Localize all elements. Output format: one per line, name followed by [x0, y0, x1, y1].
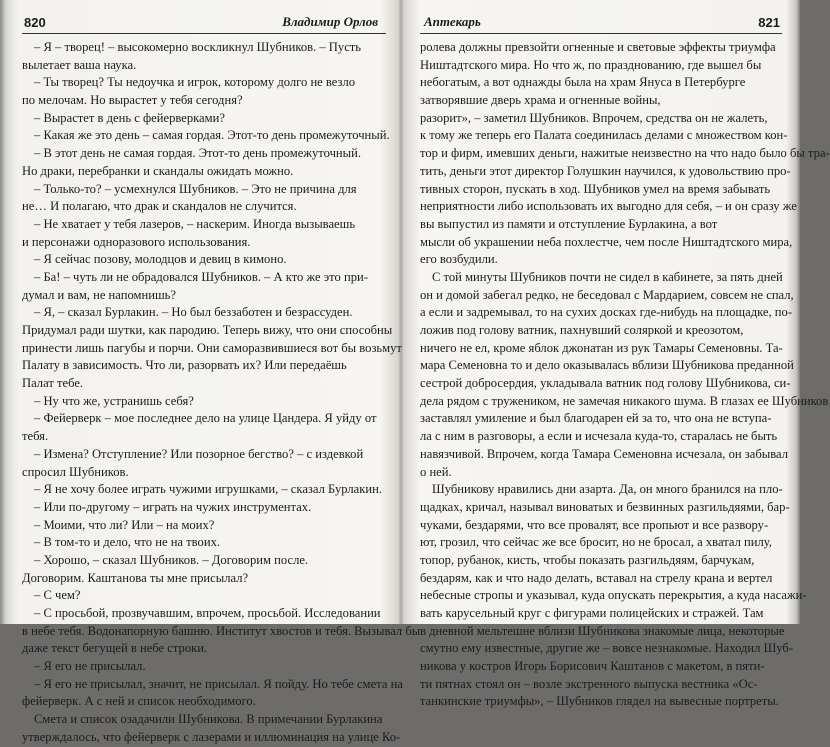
text-line: – В этот день не самая гордая. Этот-то день промежуточный.	[34, 146, 362, 161]
text-line: небесные стропы и указывал, куда опускать перекрытия, а куда насажи-	[420, 588, 807, 603]
text-line: Придумал ради шутки, как пародию. Теперь вижу, что они способны	[22, 323, 393, 337]
text-line: – Вырастет в день с фейерверками?	[34, 110, 225, 125]
text-line: ла с ним в разговоры, а если и исчезала куда-то, старалась не быть	[420, 429, 778, 444]
text-line: спросил Шубников.	[22, 464, 129, 479]
text-line: – Я – творец! – высокомерно воскликнул Шубников. – Пусть	[34, 40, 362, 54]
text-line: – С просьбой, прозвучавшим, впрочем, просьбой. Исследовании	[34, 606, 381, 620]
text-line: – С чем?	[34, 588, 81, 603]
right-page-text	[420, 39, 830, 711]
text-line: сестрой добросердия, укладывала ватник под голову Шубникова, си-	[420, 376, 791, 391]
text-line: в небе тебя. Водонапорную башню. Институт хвостов и тебя. Вызывал бы	[22, 623, 421, 638]
text-line: тор и фирм, имевших деньги, нажитые неизвестно на что надо было бы тра-	[420, 146, 830, 161]
text-line: думал и вам, не напомнишь?	[22, 287, 176, 302]
text-line: фейерверк. А с ней и список необходимого.	[22, 694, 256, 709]
text-line: Смета и список озадачили Шубникова. В примечании Бурлакина	[34, 712, 383, 727]
text-line: – Моими, что ли? Или – на моих?	[34, 517, 215, 532]
text-line: ролева должны превзойти огненные и световые эффекты триумфа	[420, 40, 776, 54]
text-line: навязчивой. Впрочем, когда Тамара Семеновна исчезала, он забывал	[420, 446, 788, 461]
text-line: – Только-то? – усмехнулся Шубников. – Это не причина для	[34, 181, 357, 196]
text-line: тить, деньги этот директор Голушкин научился, к удовольствию про-	[420, 163, 791, 178]
text-line: – Я его не присылал, значит, не присылал. Я пойду. Но тебе смета на	[34, 676, 403, 691]
text-line: он и домой забегал редко, не беседовал с Мардарием, совсем не спал,	[420, 287, 794, 302]
text-line: принести лишь пагубы и порчи. Они саморазвившиеся вот бы возьмут	[22, 340, 402, 355]
text-line: – Ты творец? Ты недоучка и игрок, которому долго не везло	[34, 75, 356, 90]
text-line: по мелочам. Но вырастет у тебя сегодня?	[22, 93, 243, 108]
text-line: вы выпустил из памяти и отступление Бурлакина, а вот	[420, 216, 718, 231]
text-line: тебя.	[22, 429, 49, 444]
text-line: смутно ему известные, другие же – вовсе незнакомые. Находил Шуб-	[420, 641, 794, 656]
text-line: заставлял умиление и был благодарен ей за то, что она не вступа-	[420, 411, 772, 426]
text-line: – Фейерверк – мое последнее дело на улице Цандера. Я уйду от	[34, 411, 377, 426]
text-line: разорит», – заметил Шубников. Впрочем, средства он не жалеть,	[420, 110, 768, 125]
text-line: – Или по-другому – играть на чужих инструментах.	[34, 499, 312, 514]
text-line: не… И полагаю, что драк и скандалов не случится.	[22, 199, 297, 214]
text-line: С той минуты Шубников почти не сидел в кабинете, за пять дней	[432, 269, 783, 284]
text-line: щадках, кричал, называл виноватых и безвинных разгильдяями, бар-	[420, 499, 790, 514]
text-line: Палат тебе.	[22, 376, 84, 391]
text-line: ти пятнах стоял он – возле экстренного выпуска вестника «Ос-	[420, 676, 758, 691]
text-line: Но драки, перебранки и скандалы ожидать можно.	[22, 163, 294, 178]
text-line: тивных сторон, пускать в ход. Шубников умел на время забывать	[420, 181, 771, 196]
left-running-head	[22, 13, 386, 34]
text-line: – Я не хочу более играть чужими игрушками, – сказал Бурлакин.	[34, 482, 382, 497]
text-line: даже текст бегущей в небе строки.	[22, 641, 208, 656]
text-line: – Какая же это день – самая гордая. Этот-то день промежуточный.	[34, 128, 390, 143]
text-line: ничего не ел, кроме яблок джонатан из рук Тамары Семеновны. Та-	[420, 340, 783, 355]
text-line: – Ба! – чуть ли не обрадовался Шубников. – А кто же это при-	[34, 269, 368, 284]
right-running-title: Аптекарь	[424, 14, 481, 29]
text-line: – В том-то и дело, что не на твоих.	[34, 535, 221, 550]
text-line: о ней.	[420, 464, 452, 479]
right-page-number: 821	[758, 15, 780, 30]
text-line: топор, рубанок, кисть, чтобы показать разгильдяям, барчукам,	[420, 552, 755, 567]
text-line: ложив под голову ватник, пахнувший соляркой и креозотом,	[420, 323, 744, 337]
text-line: утверждалось, что фейерверк с лазерами и иллюминация на улице Ко-	[22, 729, 401, 744]
text-line: никова у костров Игорь Борисович Каштанов с макетом, в пяти-	[420, 659, 765, 674]
text-line: – Хорошо, – сказал Шубников. – Договорим после.	[34, 552, 309, 567]
right-running-head	[420, 13, 782, 34]
left-page	[22, 0, 421, 744]
text-line: – Я, – сказал Бурлакин. – Но был беззаботен и безрассуден.	[34, 305, 353, 320]
right-page	[420, 0, 830, 709]
text-line: дела рядом с тружеником, не замечая никакого шума. В глазах ее Шубников	[420, 393, 829, 408]
text-line: в дневной мельтешне вблизи Шубникова знакомые лица, некоторые	[420, 623, 785, 638]
text-line: его возбудили.	[420, 252, 498, 267]
text-line: затворявшие дверь храма и огненные войны,	[420, 93, 661, 108]
left-page-text	[22, 39, 421, 747]
text-line: танкинские триумфы», – Шубников глядел на вывесные портреты.	[420, 694, 779, 709]
text-line: чуками, бездарями, что все провалят, все пропьют и все развору-	[420, 517, 769, 532]
text-line: – Я сейчас позову, молодцов и девиц в кимоно.	[34, 252, 287, 267]
text-line: мысли об украшении неба похлестче, чем после Ништадтского мира,	[420, 234, 793, 249]
text-line: неприятности либо использовать их выгодно для себя, – и он сразу же	[420, 199, 797, 214]
text-line: мара Семеновна то и дело оказывалась вблизи Шубникова преданной	[420, 358, 794, 373]
text-line: небогатым, а вот однажды была на храм Януса в Петербурге	[420, 75, 746, 90]
text-line: – Ну что же, устранишь себя?	[34, 393, 194, 408]
text-line: вать карусельный круг с фигурами полицейских и стражей. Там	[420, 606, 764, 620]
text-line: Шубникову нравились дни азарта. Да, он много бранился на пло-	[432, 482, 783, 497]
text-line: – Не хватает у тебя лазеров, – наскерим. Иногда вызываешь	[34, 216, 356, 231]
text-line: ют, грозил, что сейчас же все бросит, но не бросал, а хватал пилу,	[420, 535, 772, 550]
text-line: Палату в зависимость. Что ли, разорвать их? Или передаёшь	[22, 358, 347, 373]
text-line: Договорим. Каштанова ты мне присылал?	[22, 570, 249, 585]
text-line: вылетает ваша наука.	[22, 57, 137, 72]
text-line: к тому же теперь его Палата соединилась делами с множеством кон-	[420, 128, 788, 143]
text-line: а если и задремывал, то на сухих досках где-нибудь на площадке, по-	[420, 305, 793, 320]
text-line: – Измена? Отступление? Или позорное бегство? – с издевкой	[34, 446, 364, 461]
text-line: – Я его не присылал.	[34, 659, 146, 674]
text-line: Ништадтского мира. Но что ж, по празднованию, где вышел бы	[420, 57, 762, 72]
left-page-number: 820	[24, 15, 46, 30]
text-line: бездарям, как и что надо делать, вставал на стрелу крана и вертел	[420, 570, 773, 585]
text-line: и персонажи одноразового использования.	[22, 234, 251, 249]
left-running-title: Владимир Орлов	[282, 14, 378, 29]
